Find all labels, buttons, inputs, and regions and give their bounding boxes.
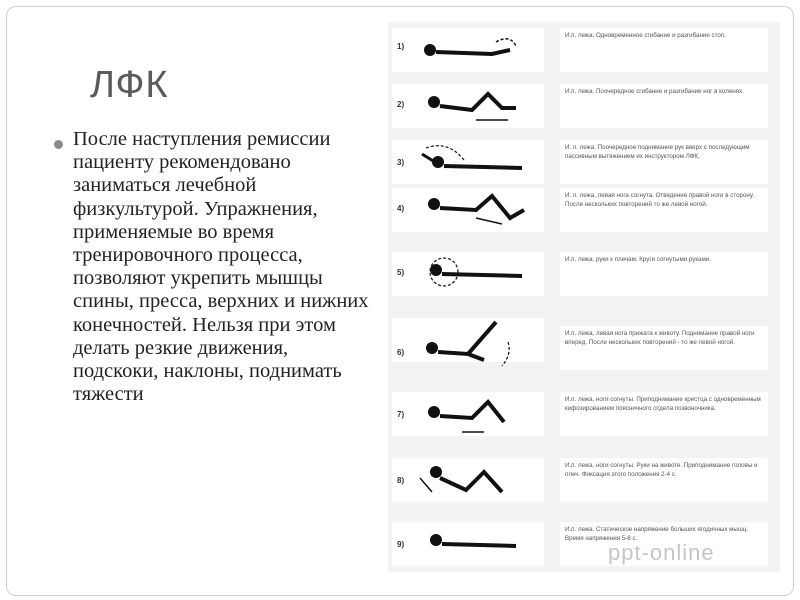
exercise-description-5: И.п. лежа, руки к плечам. Круги согнутыми руками. xyxy=(560,252,768,296)
exercise-description-2: И.п. лежа. Поочередное сгибание и разгибание ног в коленях. xyxy=(560,84,768,128)
exercise-description-9: И.п. лежа. Статическое напряжение больших ягодичных мышц. Время напряжения 5-8 с. xyxy=(560,522,768,566)
exercise-illustration xyxy=(392,392,544,436)
exercise-figure-1 xyxy=(392,28,544,72)
exercise-illustration xyxy=(392,522,544,566)
exercise-illustration xyxy=(392,252,544,296)
exercise-description-8: И.п. лежа, ноги согнуты. Руки на животе. Приподнимание головы и плеч. Фиксация этого положения 2-4 с. xyxy=(560,458,768,502)
slide-paragraph: После наступления ремиссии пациенту рекомендовано заниматься лечебной физкультурой. Упражнения, применяемые во время тренировочного процесса, позволяют укрепить мышцы спины, пресса, верхних и нижних конечностей. Нельзя при этом делать резкие движения, подскоки, наклоны, поднимать тяжести xyxy=(73,128,369,406)
exercise-description-4: И. п. лежа, левая нога согнута. Отведение правой ноги в сторону. После нескольких повторений то же левой ногой. xyxy=(560,188,768,232)
exercise-number: 9) xyxy=(397,540,405,549)
exercise-number: 5) xyxy=(397,268,405,277)
exercise-number: 4) xyxy=(397,204,405,213)
exercise-illustration xyxy=(392,318,544,374)
slide-title: ЛФК xyxy=(90,64,169,106)
exercise-figure-7 xyxy=(392,392,544,436)
exercise-figure-2 xyxy=(392,84,544,128)
exercise-number: 7) xyxy=(397,410,405,419)
exercise-number: 8) xyxy=(397,476,405,485)
watermark: ppt-online xyxy=(608,540,715,565)
exercise-description-7: И.п. лежа, ноги согнуты. Приподнимание крестца с одновременным кифозированием поясничного отдела позвоночника. xyxy=(560,392,768,436)
exercise-figure-6 xyxy=(392,318,544,362)
exercise-figure-8 xyxy=(392,458,544,502)
exercise-figure-5 xyxy=(392,252,544,296)
exercise-figure-9 xyxy=(392,522,544,566)
exercise-illustration xyxy=(392,188,544,232)
exercise-illustration xyxy=(392,84,544,128)
exercise-description-3: И. п. лежа. Поочередное поднимание рук вверх с последующим пассивным вытяжением их инструктором ЛФК. xyxy=(560,140,768,184)
exercise-description-1: И.п. лежа. Одновременное сгибание и разгибание стоп. xyxy=(560,28,768,72)
exercise-illustration xyxy=(392,28,544,72)
exercise-figure-4 xyxy=(392,188,544,232)
exercise-figure-3 xyxy=(392,140,544,184)
exercise-number: 2) xyxy=(397,100,405,109)
exercise-number: 3) xyxy=(397,158,405,167)
exercise-number: 6) xyxy=(397,348,405,357)
exercise-description-6: И.п. лежа, левая нога прижата к животу. Поднимание правой ноги вперед. После нескольких повторений - то же левой ногой. xyxy=(560,326,768,370)
bullet-dot xyxy=(54,140,63,149)
exercise-illustration xyxy=(392,458,544,502)
exercise-number: 1) xyxy=(397,42,405,51)
exercise-illustration xyxy=(392,140,544,184)
